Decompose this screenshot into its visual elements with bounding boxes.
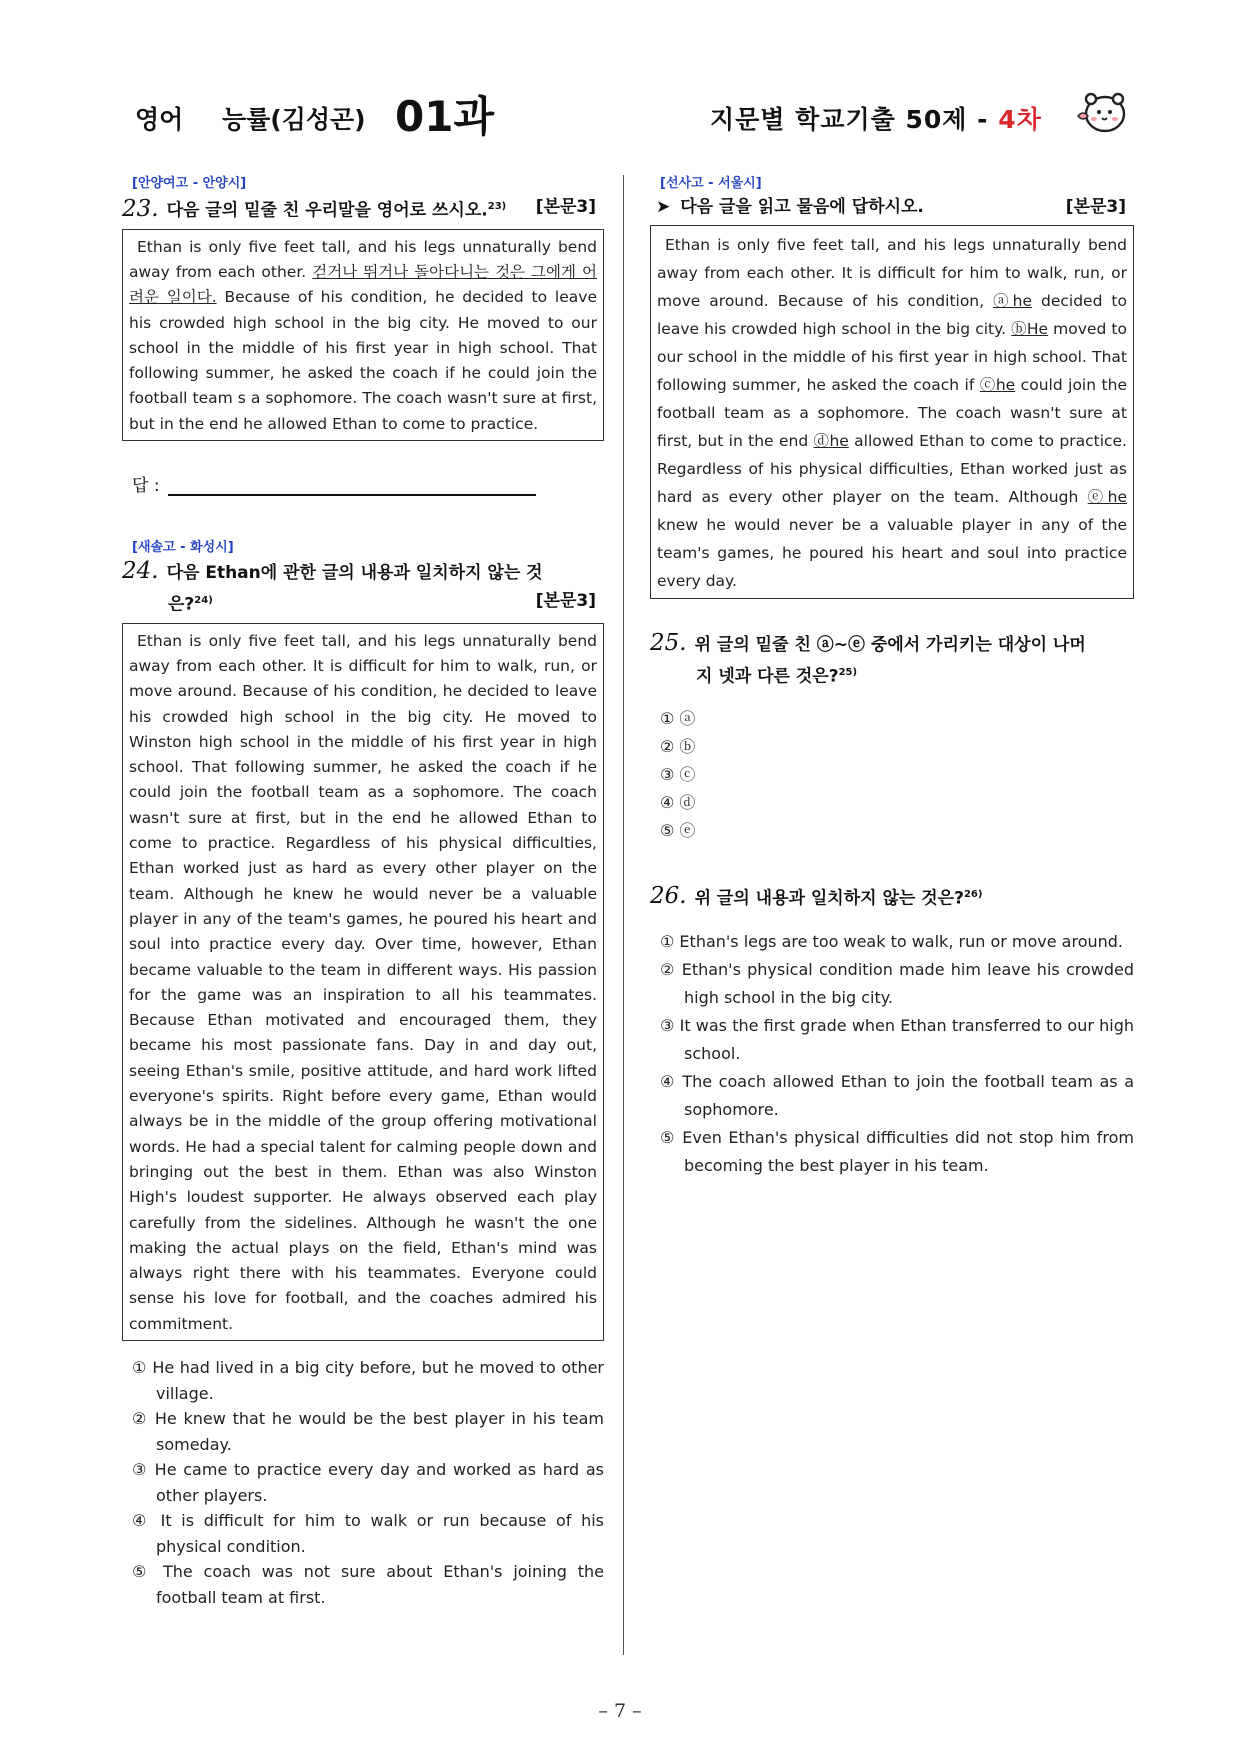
q23-prompt: 다음 글의 밑줄 친 우리말을 영어로 쓰시오. [166, 200, 488, 221]
q25-header [650, 629, 1134, 659]
q24-tag: [본문3] [535, 591, 596, 612]
choice-4[interactable]: ④ It is difficult for him to walk or run because of his physical condition. [132, 1511, 604, 1556]
choice-5[interactable]: ⑤ The coach was not sure about Ethan's joining the football team at first. [132, 1562, 604, 1607]
q23-passage: Ethan is only five feet tall, and his legs unnaturally bend away from each other. 걷거나 뛰거나 돌아다니는 것은 그에게 어려운 일이다. Because of his condition, he decided to leave his crowded high school in the big city. He moved to our school in the middle of his first year in high school. That following summer, he asked the coach if he could join the football team s a sophomore. The coach wasn't sure at first, but in the end he allowed Ethan to come to practice. [122, 229, 604, 441]
q24-number: 24. [122, 558, 159, 585]
q23-tag: [본문3] [535, 197, 596, 217]
q25-choices [660, 705, 1134, 845]
choice-1[interactable]: ① Ethan's legs are too weak to walk, run or move around. [660, 932, 1124, 952]
q26-footnote: 26) [963, 888, 983, 900]
q23-underlined-text: 걷거나 뛰거나 돌아다니는 것은 그에게 어려운 일이다. [129, 262, 597, 307]
set25-header [650, 193, 1134, 221]
set25-prompt: 다음 글을 읽고 물음에 답하시오. [680, 197, 924, 217]
q25-header-cont: 지 넷과 다른 것은?$^{25)}$ [696, 666, 858, 687]
choice-4[interactable]: ④ The coach allowed Ethan to join the football team as a sophomore. [660, 1072, 1134, 1120]
arrow-icon: ➤ [656, 197, 671, 217]
q23-source: [안양여고 - 안양시] [132, 176, 247, 191]
set25-tag: [본문3] [1065, 197, 1126, 217]
q24-passage: Ethan is only five feet tall, and his legs unnaturally bend away from each other. It is difficult for him to walk, run, or move around. Because of his condition, he decided to leave his crowded high school in the big city. He moved to Winston high school in the middle of his first year in high school. That following summer, he asked the coach if he could join the football team as a sophomore. The coach wasn't sure at first, but in the end he allowed Ethan to come to practice. Regardless of his physical difficulties, Ethan worked just as hard as every other player on the team. Although he knew he would never be a valuable player in any of the team's games, he poured his heart and soul into practice every day. Over time, however, Ethan became valuable to the team in different ways. His passion for the game was an inspiration to all his teammates. Because Ethan motivated and encouraged them, they became his most passionate fans. Day in and day out, seeing Ethan's smile, positive attitude, and hard work lifted everyone's spirits. Right before every game, Ethan would always be in the middle of the group offering motivational words. He had a special talent for calming people down and bringing out the best in them. Ethan was also Winston High's loudest supporter. He always observed each play carefully from the sidelines. Although he wasn't the one making the actual plays on the field, Ethan's mind was always right there with his teammates. Everyone could sense his love for football, and the coaches admired his commitment. [122, 623, 604, 1341]
q24-header [122, 557, 604, 587]
answer-label: 답 : [132, 476, 160, 497]
q26-header [650, 881, 1134, 913]
choice-5[interactable]: ⑤ ⓔ [660, 820, 696, 840]
marker-b: ⓑHe [1011, 320, 1049, 338]
lesson-title: 01과 [395, 92, 495, 141]
right-column [650, 172, 1134, 1180]
choice-4[interactable]: ④ ⓓ [660, 792, 696, 812]
q24-header-cont: 은?$^{24)}$ [본문3] [122, 587, 604, 619]
marker-d: ⓓhe [813, 432, 849, 450]
choice-5[interactable]: ⑤ Even Ethan's physical difficulties did not stop him from becoming the best player in his team. [660, 1128, 1134, 1176]
marker-a: ⓐhe [993, 292, 1032, 310]
q25-prompt: 위 글의 밑줄 친 ⓐ~ⓔ 중에서 가리키는 대상이 나머 [694, 635, 1086, 655]
q23-answer [132, 471, 604, 496]
column-divider [623, 175, 624, 1655]
choice-2[interactable]: ② He knew that he would be the best player in his team someday. [132, 1409, 604, 1454]
q25-number: 25. [650, 630, 687, 656]
left-column [122, 172, 604, 1610]
q23-footnote: 23) [487, 201, 507, 212]
choice-2[interactable]: ② Ethan's physical condition made him leave his crowded high school in the big city. [660, 960, 1134, 1008]
q26-number: 26. [650, 883, 687, 910]
series-title: 지문별 학교기출 50제 - 4차 [710, 105, 1042, 134]
q26-choices [660, 928, 1134, 1180]
q24-prompt: 다음 Ethan에 관한 글의 내용과 일치하지 않는 것 [166, 563, 543, 584]
subject-label: 영어 [135, 105, 184, 134]
page-number: – 7 – [598, 1700, 642, 1722]
choice-3[interactable]: ③ ⓒ [660, 764, 696, 784]
q23-number: 23. [122, 195, 159, 222]
set25-source: [선사고 - 서울시] [660, 176, 762, 191]
q24-choices [132, 1355, 604, 1610]
choice-3[interactable]: ③ He came to practice every day and worked as hard as other players. [132, 1460, 604, 1505]
q23-header [122, 193, 604, 225]
answer-blank-line[interactable] [168, 477, 536, 496]
marker-e: ⓔhe [1087, 488, 1127, 506]
set25-passage: Ethan is only five feet tall, and his legs unnaturally bend away from each other. It is difficult for him to walk, run, or move around. Because of his condition, ⓐhe decided to leave his crowded high school in the big city. ⓑHe moved to our school in the middle of his first year in high school. That following summer, he asked the coach if ⓒhe could join the football team as a sophomore. The coach wasn't sure at first, but in the end ⓓhe allowed Ethan to come to practice. Regardless of his physical difficulties, Ethan worked just as hard as every other player on the team. Although ⓔhe knew he would never be a valuable player in any of the team's games, he poured his heart and soul into practice every day. [650, 225, 1134, 599]
textbook-label: 능률(김성곤) [222, 105, 366, 134]
choice-3[interactable]: ③ It was the first grade when Ethan transferred to our high school. [660, 1016, 1134, 1064]
bear-mascot-icon [1074, 88, 1128, 138]
q26-prompt: 위 글의 내용과 일치하지 않는 것은? [694, 888, 964, 909]
marker-c: ⓒhe [979, 376, 1016, 394]
page-header [130, 86, 1130, 146]
choice-1[interactable]: ① ⓐ [660, 708, 696, 728]
q24-source: [새솔고 - 화성시] [132, 540, 234, 556]
choice-2[interactable]: ② ⓑ [660, 736, 696, 756]
choice-1[interactable]: ① He had lived in a big city before, but he moved to other village. [132, 1358, 604, 1403]
